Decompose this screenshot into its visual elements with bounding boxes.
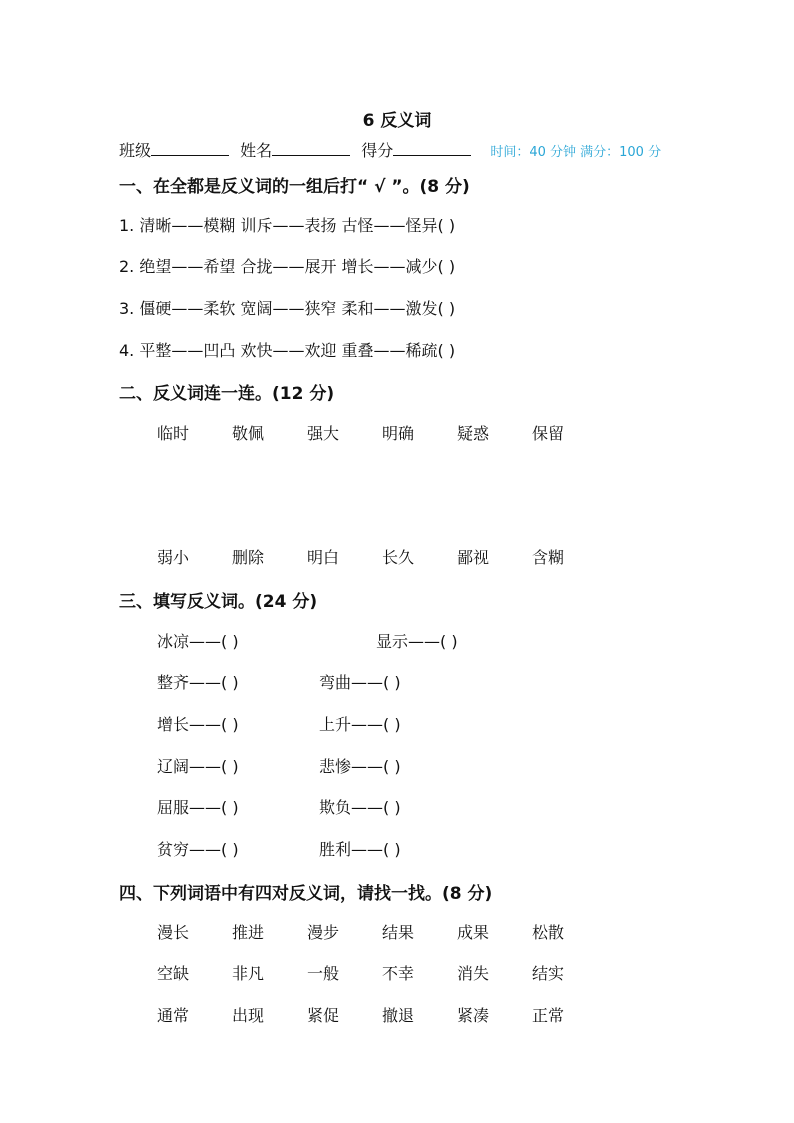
word-item[interactable]: 鄙视 [457,548,490,567]
name-blank[interactable] [272,141,350,156]
fill-item[interactable]: 上升——( ) [319,715,401,734]
word-item[interactable]: 弱小 [157,548,190,567]
word-item[interactable]: 明确 [382,424,415,443]
fill-item[interactable]: 冰凉——( ) [157,632,239,651]
word-item[interactable]: 敬佩 [232,424,265,443]
word-item[interactable]: 正常 [532,1006,565,1025]
word-item[interactable]: 推进 [232,923,265,942]
fill-item[interactable]: 增长——( ) [157,715,239,734]
class-label: 班级 [119,141,152,160]
word-item[interactable]: 紧凑 [457,1006,490,1025]
q1-row[interactable]: 3. 僵硬——柔软 宽阔——狭窄 柔和——激发( ) [119,299,456,318]
word-item[interactable]: 删除 [232,548,265,567]
fill-item[interactable]: 胜利——( ) [319,840,401,859]
q2-top-words [157,421,607,444]
q1-row[interactable]: 4. 平整——凹凸 欢快——欢迎 重叠——稀疏( ) [119,341,456,360]
q4-word-row [157,1003,607,1026]
q4-word-row [157,920,607,943]
q4-word-row [157,961,607,984]
q1-heading: 一、在全都是反义词的一组后打“ √ ”。(8 分) [119,177,470,197]
word-item[interactable]: 结果 [382,923,415,942]
time-score-info: 时间：40 分钟 满分：100 分 [490,145,662,160]
word-item[interactable]: 紧促 [307,1006,340,1025]
fill-item[interactable]: 辽阔——( ) [157,757,239,776]
q3-heading: 三、填写反义词。(24 分) [119,592,318,612]
word-item[interactable]: 疑惑 [457,424,490,443]
student-info-line [119,138,661,161]
word-item[interactable]: 出现 [232,1006,265,1025]
word-item[interactable]: 含糊 [532,548,565,567]
q1-row[interactable]: 2. 绝望——希望 合拢——展开 增长——减少( ) [119,257,456,276]
word-item[interactable]: 漫长 [157,923,190,942]
word-item[interactable]: 不幸 [382,964,415,983]
word-item[interactable]: 明白 [307,548,340,567]
word-item[interactable]: 撤退 [382,1006,415,1025]
word-item[interactable]: 保留 [532,424,565,443]
fill-item[interactable]: 整齐——( ) [157,673,239,692]
word-item[interactable]: 强大 [307,424,340,443]
name-label: 姓名 [240,141,273,160]
page-title: 6 反义词 [362,111,432,131]
word-item[interactable]: 漫步 [307,923,340,942]
word-item[interactable]: 结实 [532,964,565,983]
fill-item[interactable]: 弯曲——( ) [319,673,401,692]
word-item[interactable]: 一般 [307,964,340,983]
q2-heading: 二、反义词连一连。(12 分) [119,384,335,404]
word-item[interactable]: 通常 [157,1006,190,1025]
word-item[interactable]: 非凡 [232,964,265,983]
q4-heading: 四、下列词语中有四对反义词，请找一找。(8 分) [119,884,493,904]
word-item[interactable]: 临时 [157,424,190,443]
fill-item[interactable]: 欺负——( ) [319,798,401,817]
q1-row[interactable]: 1. 清晰——模糊 训斥——表扬 古怪——怪异( ) [119,216,456,235]
word-item[interactable]: 松散 [532,923,565,942]
fill-item[interactable]: 贫穷——( ) [157,840,239,859]
class-blank[interactable] [151,141,229,156]
word-item[interactable]: 消失 [457,964,490,983]
fill-item[interactable]: 显示——( ) [376,632,458,651]
word-item[interactable]: 空缺 [157,964,190,983]
fill-item[interactable]: 屈服——( ) [157,798,239,817]
score-blank[interactable] [393,141,471,156]
q2-bottom-words [157,545,607,568]
fill-item[interactable]: 悲惨——( ) [319,757,401,776]
score-label: 得分 [361,141,394,160]
word-item[interactable]: 长久 [382,548,415,567]
word-item[interactable]: 成果 [457,923,490,942]
